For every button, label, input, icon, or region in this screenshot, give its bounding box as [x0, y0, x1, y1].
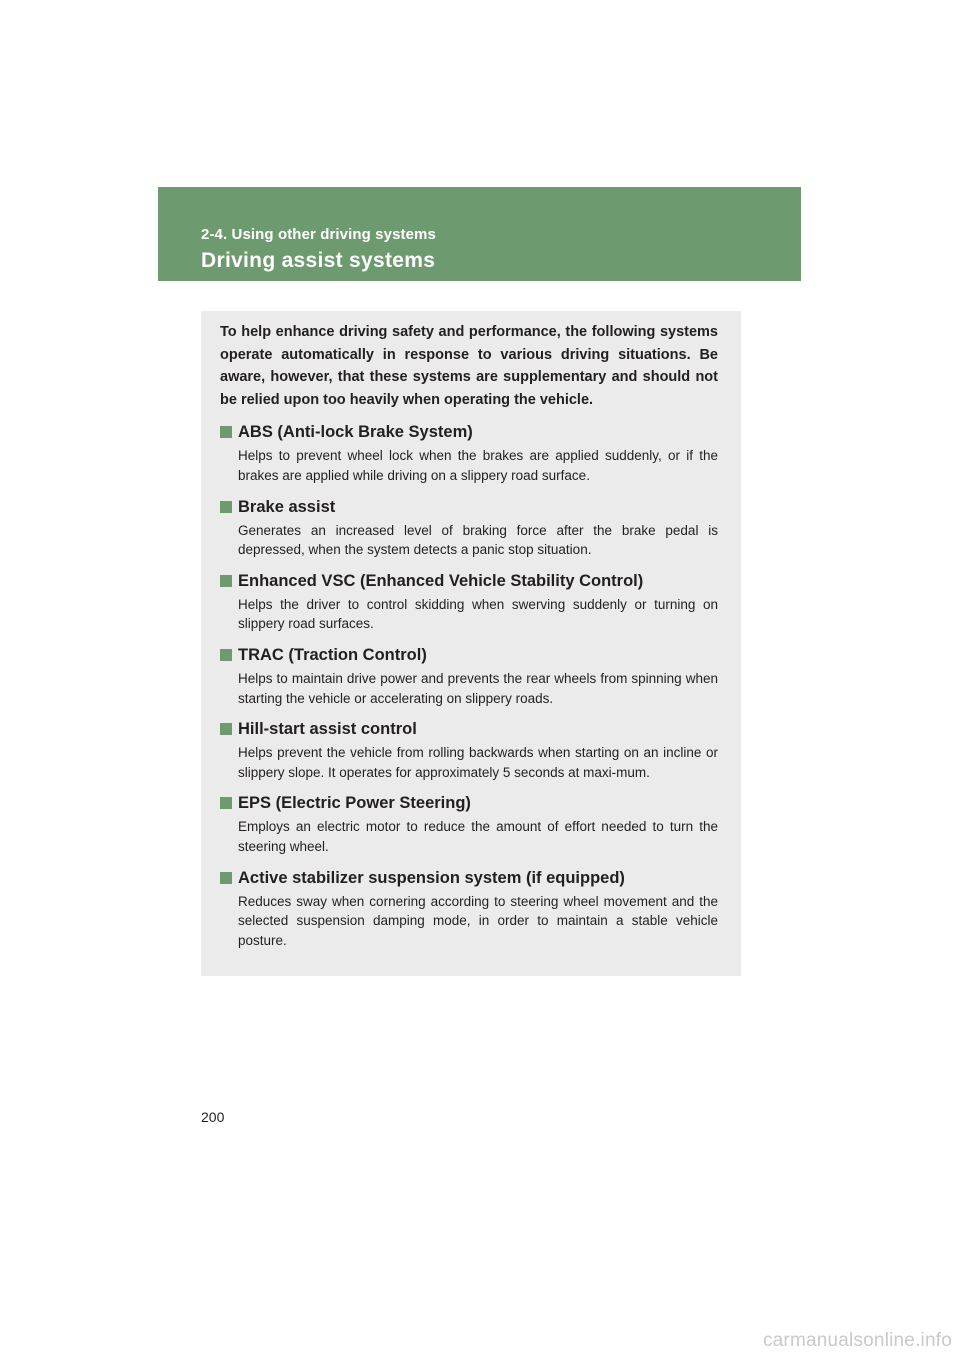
- item-heading: Hill-start assist control: [238, 720, 417, 739]
- item-description: Helps to maintain drive power and prevents the rear wheels from spinning when starting the vehicle or accelerating on slippery roads.: [238, 670, 718, 706]
- watermark: carmanualsonline.info: [762, 1330, 952, 1351]
- section-header: [158, 187, 801, 281]
- item-heading: EPS (Electric Power Steering): [238, 794, 471, 813]
- item-heading: ABS (Anti-lock Brake System): [238, 423, 473, 442]
- item-description: Helps to prevent wheel lock when the brakes are applied suddenly, or if the brakes are applied while driving on a slippery road surface.: [238, 448, 718, 483]
- item-eps: [220, 792, 718, 856]
- item-heading: Active stabilizer suspension system (if equipped): [238, 868, 625, 887]
- item-heading: Enhanced VSC (Enhanced Vehicle Stability Control): [238, 571, 644, 590]
- item-heading: TRAC (Traction Control): [238, 645, 427, 664]
- square-bullet-icon: [220, 723, 232, 735]
- item-description: Helps the driver to control skidding when swerving suddenly or turning on slippery road surfaces.: [238, 596, 718, 632]
- item-abs: [220, 421, 718, 485]
- square-bullet-icon: [220, 797, 232, 809]
- page-number: 200: [201, 1109, 225, 1125]
- item-description: Helps prevent the vehicle from rolling backwards when starting on an incline or slippery slope. It operates for approximately 5 seconds at maxi-mum.: [238, 745, 718, 780]
- square-bullet-icon: [220, 575, 232, 587]
- page-title: Driving assist systems: [201, 249, 436, 272]
- section-label: 2-4. Using other driving systems: [201, 226, 436, 243]
- square-bullet-icon: [220, 872, 232, 884]
- item-hill-start-assist: [220, 718, 718, 782]
- square-bullet-icon: [220, 426, 232, 438]
- item-heading: Brake assist: [238, 497, 336, 516]
- item-enhanced-vsc: [220, 570, 718, 634]
- item-brake-assist: [220, 496, 718, 560]
- square-bullet-icon: [220, 501, 232, 513]
- item-description: Generates an increased level of braking force after the brake pedal is depressed, when the system detects a panic stop situation.: [238, 522, 718, 558]
- item-active-stabilizer: [220, 867, 718, 951]
- item-trac: [220, 644, 718, 708]
- content-box: [201, 311, 741, 976]
- intro-paragraph: To help enhance driving safety and performance, the following systems operate automatically in response to various driving situations. Be aware, however, that these systems are supplementary and should not be relied upon too heavily when operating the vehicle.: [220, 324, 718, 408]
- item-description: Reduces sway when cornering according to steering wheel movement and the selected suspension damping mode, in order to maintain a stable vehicle posture.: [238, 893, 718, 948]
- item-description: Employs an electric motor to reduce the amount of effort needed to turn the steering wheel.: [238, 819, 718, 854]
- square-bullet-icon: [220, 649, 232, 661]
